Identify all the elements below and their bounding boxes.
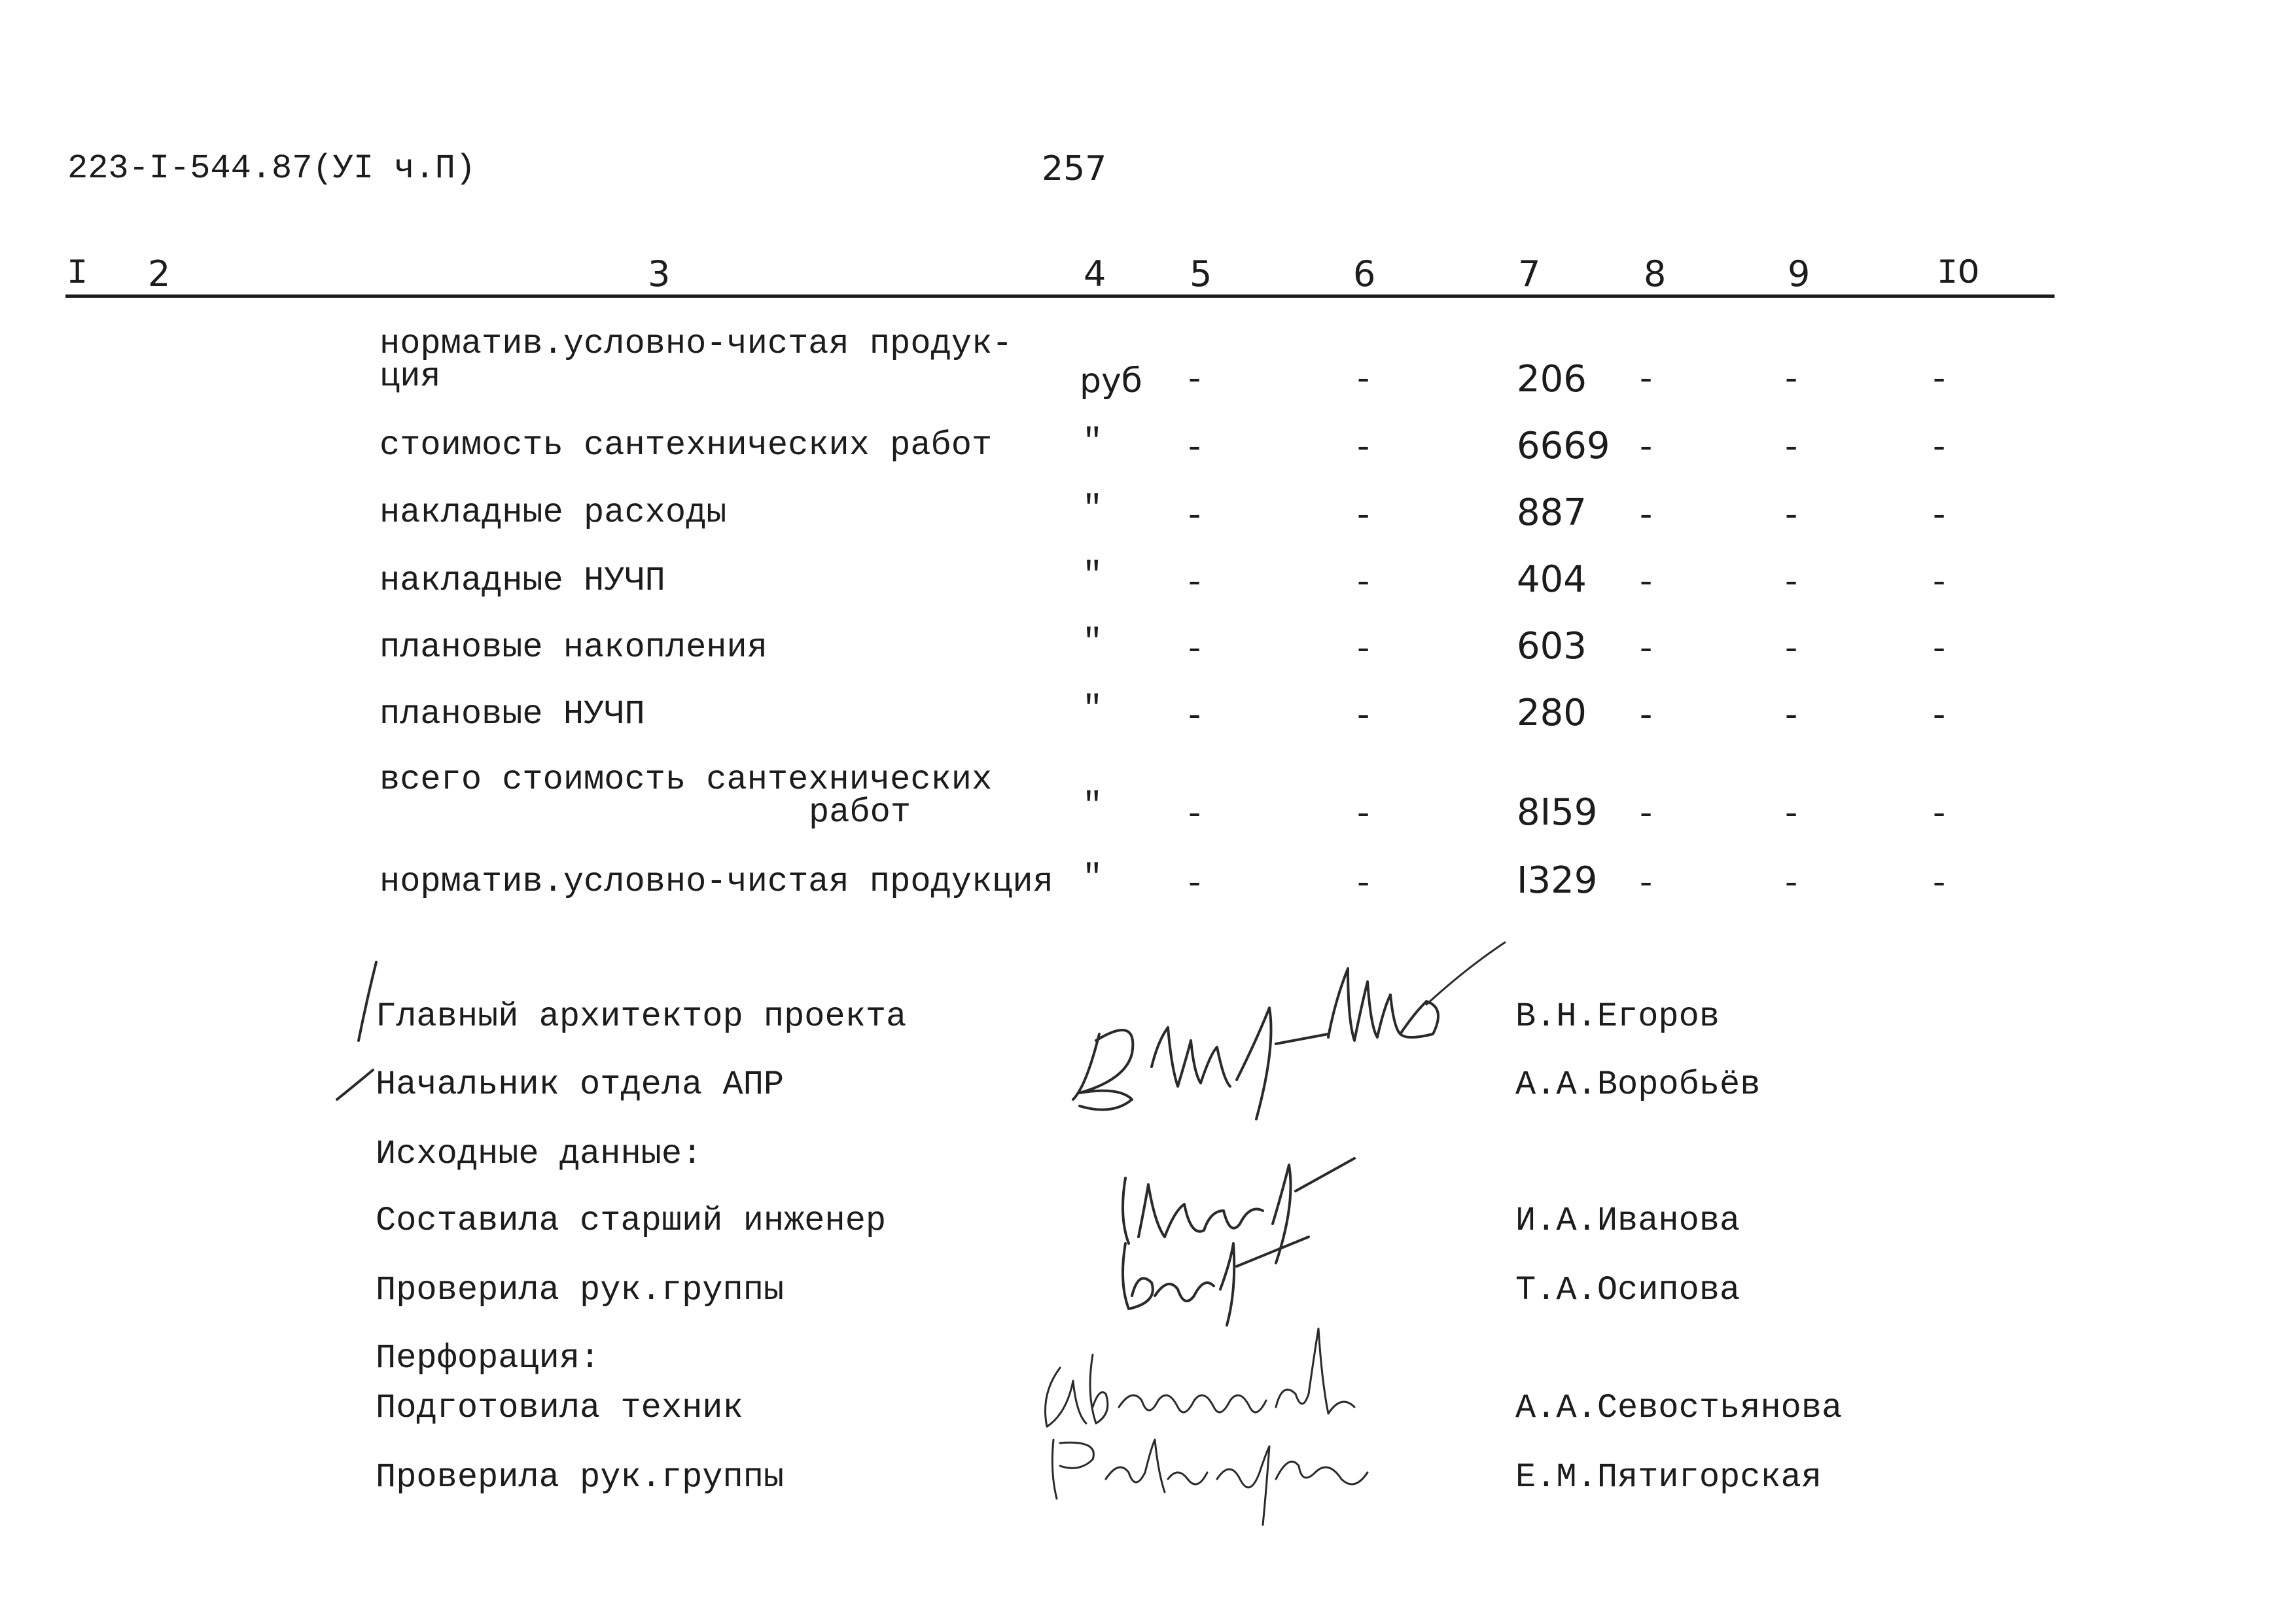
header-rule [65, 294, 2055, 298]
column-header-6: 6 [1353, 253, 1376, 294]
column-header-3: 3 [648, 253, 671, 294]
row-col9: - [1781, 429, 1802, 468]
row-col9: - [1781, 564, 1802, 603]
row-col6: - [1353, 698, 1374, 736]
person-dept-head: А.А.Воробьёв [1515, 1065, 1761, 1104]
row-col6: - [1353, 631, 1374, 669]
row-col10: - [1929, 429, 1950, 468]
column-header-10: IO [1937, 254, 1979, 294]
row-col9: - [1781, 698, 1802, 736]
row-name-line1: норматив.условно-чистая продук- [380, 325, 1013, 363]
row-col9: - [1781, 497, 1802, 536]
row-col5: - [1184, 497, 1205, 536]
row-col5: - [1184, 796, 1205, 834]
row-col7: 280 [1517, 692, 1587, 734]
person-prepared: А.А.Севостьянова [1515, 1389, 1843, 1427]
row-col5: - [1184, 865, 1205, 904]
row-col7: 887 [1517, 491, 1587, 534]
row-col6: - [1353, 497, 1374, 536]
row-col6: - [1353, 796, 1374, 834]
column-header-5: 5 [1190, 253, 1212, 294]
column-header-2: 2 [148, 253, 171, 294]
row-name-line2: ция [380, 357, 441, 396]
row-col9: - [1781, 865, 1802, 904]
row-col5: - [1184, 361, 1205, 400]
row-col9: - [1781, 361, 1802, 400]
row-col10: - [1929, 564, 1950, 603]
role-checked-2: Проверила рук.группы [376, 1458, 785, 1497]
row-col8: - [1636, 497, 1657, 536]
page-number: 257 [1042, 149, 1107, 188]
signature-architect-and-head [1060, 929, 1531, 1126]
person-compiled: И.А.Иванова [1515, 1202, 1740, 1240]
row-col5: - [1184, 698, 1205, 736]
column-header-4: 4 [1084, 253, 1106, 294]
row-col8: - [1636, 865, 1657, 904]
row-unit: " [1082, 490, 1103, 528]
row-unit: " [1082, 859, 1103, 897]
column-header-7: 7 [1518, 253, 1541, 294]
row-col6: - [1353, 865, 1374, 904]
row-col5: - [1184, 564, 1205, 603]
row-col7: 404 [1517, 558, 1587, 601]
row-col7: 206 [1517, 358, 1587, 401]
row-name: накладные НУЧП [380, 562, 665, 600]
role-checked-1: Проверила рук.группы [376, 1271, 785, 1310]
row-col7: 603 [1517, 625, 1587, 668]
row-col6: - [1353, 564, 1374, 603]
heading-perforation: Перфорация: [376, 1339, 601, 1378]
row-name: стоимость сантехнических работ [380, 426, 993, 465]
column-header-8: 8 [1644, 253, 1667, 294]
row-name: плановые накопления [380, 628, 768, 667]
person-chief-architect: В.Н.Егоров [1515, 997, 1720, 1036]
row-col6: - [1353, 361, 1374, 400]
row-col8: - [1636, 429, 1657, 468]
row-col6: - [1353, 429, 1374, 468]
row-col8: - [1636, 361, 1657, 400]
role-dept-head: Начальник отдела АПР [376, 1065, 785, 1104]
margin-check-mark [327, 955, 393, 1106]
row-unit: " [1082, 623, 1103, 662]
row-col7: 6669 [1517, 425, 1610, 467]
row-unit: " [1082, 423, 1103, 461]
row-unit: " [1082, 690, 1103, 728]
signature-checked-1 [1106, 1224, 1328, 1329]
row-unit: " [1082, 787, 1103, 825]
row-name-line2: работ [809, 793, 911, 832]
row-col8: - [1636, 796, 1657, 834]
person-checked-1: Т.А.Осипова [1515, 1271, 1740, 1310]
row-col7: 8I59 [1517, 791, 1598, 834]
role-prepared: Подготовила техник [376, 1389, 743, 1427]
column-header-1: I [67, 254, 88, 294]
row-col10: - [1929, 698, 1950, 736]
row-col5: - [1184, 429, 1205, 468]
role-compiled: Составила старший инженер [376, 1202, 887, 1240]
role-chief-architect: Главный архитектор проекта [376, 997, 907, 1036]
row-col8: - [1636, 698, 1657, 736]
row-col5: - [1184, 631, 1205, 669]
row-col7: I329 [1517, 859, 1598, 902]
row-col10: - [1929, 361, 1950, 400]
row-col10: - [1929, 796, 1950, 834]
row-col9: - [1781, 796, 1802, 834]
row-col8: - [1636, 631, 1657, 669]
row-unit: руб [1080, 361, 1142, 401]
document-code: 223-I-544.87(УI ч.П) [67, 149, 476, 188]
row-name: накладные расходы [380, 493, 727, 532]
row-name: плановые НУЧП [380, 695, 645, 734]
signature-checked-2 [1040, 1427, 1381, 1525]
row-col8: - [1636, 564, 1657, 603]
row-col10: - [1929, 497, 1950, 536]
row-col10: - [1929, 865, 1950, 904]
row-col10: - [1929, 631, 1950, 669]
row-unit: " [1082, 556, 1103, 595]
heading-source-data: Исходные данные: [376, 1135, 703, 1173]
row-col9: - [1781, 631, 1802, 669]
row-name-line1: всего стоимость сантехнических [380, 760, 993, 799]
column-header-9: 9 [1788, 253, 1810, 294]
row-name: норматив.условно-чистая продукция [380, 863, 1053, 901]
person-checked-2: Е.М.Пятигорская [1515, 1458, 1822, 1497]
